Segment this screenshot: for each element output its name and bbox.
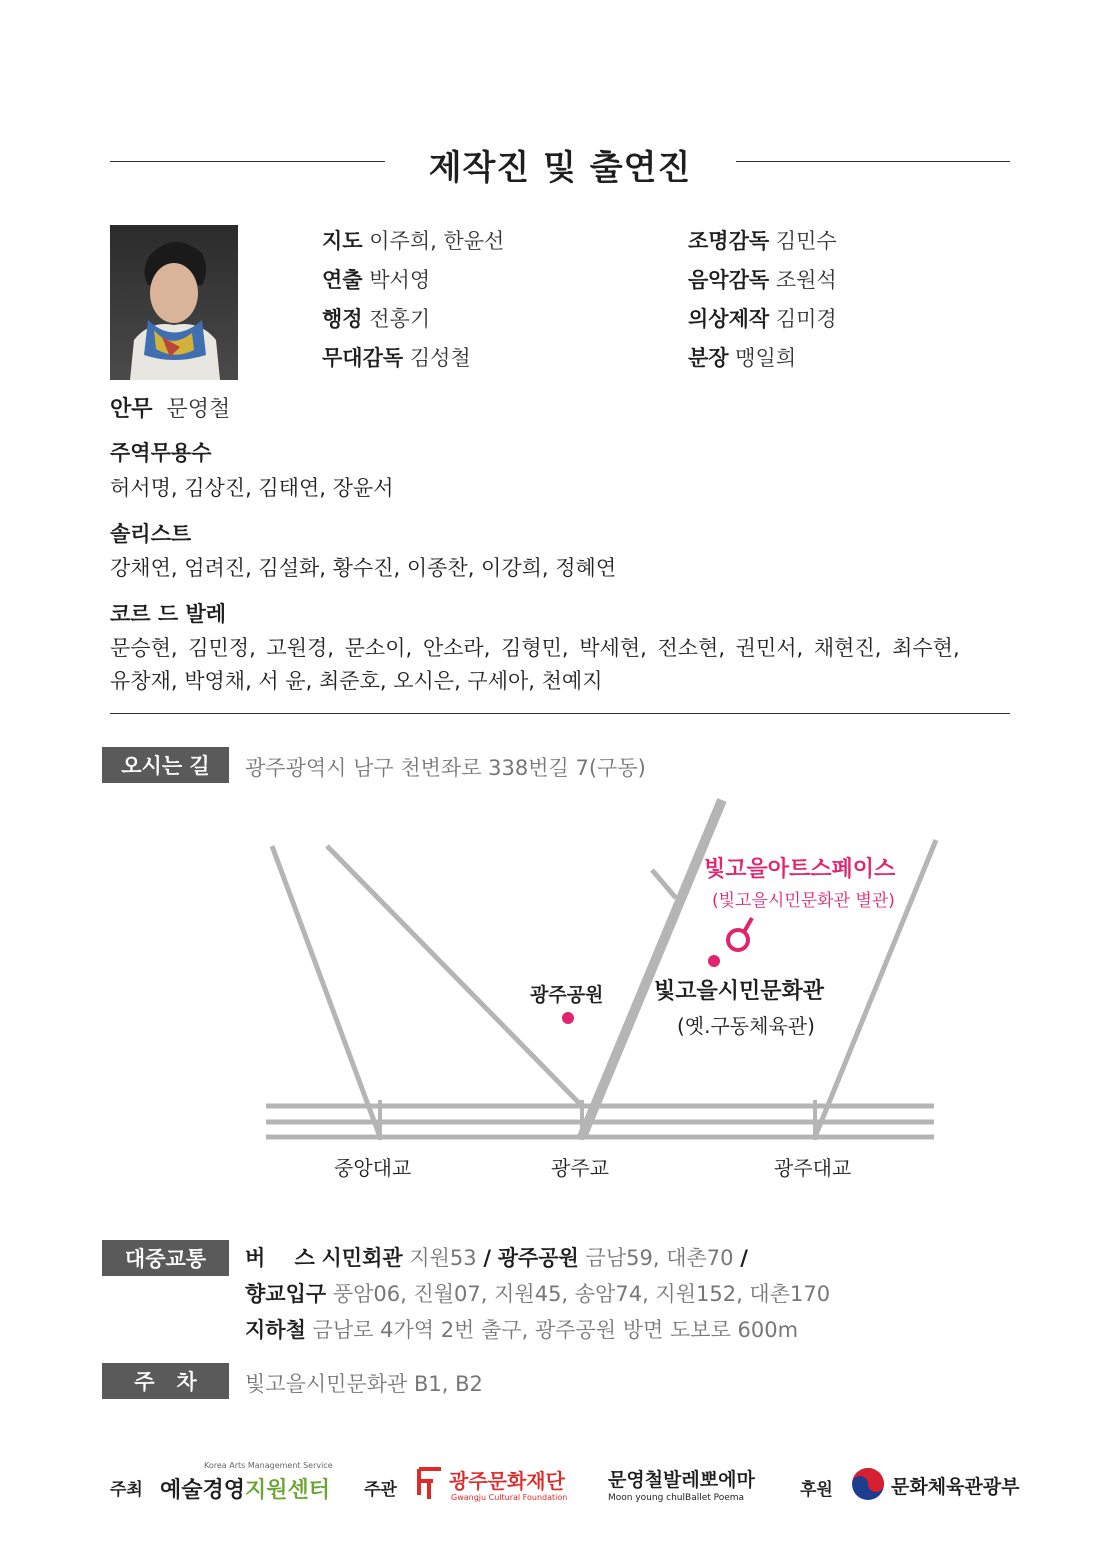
organizer-name: 광주문화재단 (449, 1469, 565, 1493)
section-divider (110, 713, 1010, 714)
organizer-mark-icon (415, 1465, 445, 1501)
bus-stop-3: 향교입구 (245, 1282, 327, 1306)
map-bridge-1: 중앙대교 (334, 1156, 412, 1180)
corps-title: 코르 드 발레 (110, 602, 227, 626)
staff-left-3 (322, 303, 430, 333)
staff-name: 김미경 (775, 307, 837, 331)
page-title: 제작진 및 출연진 (428, 148, 692, 188)
staff-name: 맹일희 (735, 346, 797, 370)
host-logo-part-b: 지원센터 (245, 1478, 331, 1503)
bus-stop-1: 시민회관 (321, 1246, 403, 1270)
park-marker (562, 1012, 574, 1024)
corps-names-line2: 유창재, 박영채, 서 윤, 최준호, 오시은, 구세아, 천예지 (110, 669, 603, 693)
transit-bus-line (245, 1242, 748, 1272)
principals-title: 주역무용수 (110, 441, 212, 465)
transit-bus-line-2 (245, 1278, 830, 1308)
map-bridge-3: 광주대교 (774, 1156, 852, 1180)
staff-right-2 (688, 264, 837, 294)
host-logo-text (160, 1473, 330, 1504)
company-name: 문영철발레뽀에마 (608, 1469, 755, 1491)
footer-logos (0, 1445, 1120, 1525)
staff-right-4 (688, 342, 796, 372)
sponsor-label: 후원 (800, 1480, 833, 1500)
bus-stop-2: 광주공원 (497, 1246, 579, 1270)
map-venue-name: 빛고을아트스페이스 (704, 857, 896, 882)
choreographer-name: 문영철 (166, 397, 231, 422)
staff-left-2 (322, 264, 430, 294)
parking-label: 주 차 (102, 1363, 229, 1399)
sponsor-name: 문화체육관광부 (891, 1476, 1020, 1498)
hall-marker (708, 955, 720, 967)
choreographer-photo (110, 225, 238, 380)
staff-name: 김민수 (775, 229, 837, 253)
subway-text: 금남로 4가역 2번 출구, 광주공원 방면 도보로 600m (312, 1318, 799, 1342)
staff-name: 조원석 (775, 268, 837, 292)
organizer-label: 주관 (364, 1480, 397, 1500)
map-bridge-2: 광주교 (551, 1156, 609, 1180)
organizer-logo (415, 1463, 575, 1513)
parking-text: 빛고을시민문화관 B1, B2 (245, 1372, 483, 1396)
separator-1: / (483, 1246, 492, 1270)
staff-role: 조명감독 (688, 229, 770, 253)
bus-routes-2: 금남59, 대촌70 (585, 1246, 734, 1270)
host-label: 주최 (110, 1480, 143, 1500)
venue-marker (728, 930, 748, 950)
directions-label: 오시는 길 (102, 747, 229, 783)
staff-role: 무대감독 (322, 346, 404, 370)
map-hall-name: 빛고을시민문화관 (654, 979, 825, 1004)
host-logo-part-a: 예술경영 (160, 1478, 246, 1503)
map-venue-sub: (빛고을시민문화관 별관) (712, 891, 895, 911)
soloists-names: 강채연, 엄려진, 김설화, 황수진, 이종찬, 이강희, 정혜연 (110, 556, 617, 580)
bus-routes-3: 풍암06, 진월07, 지원45, 송암74, 지원152, 대촌170 (332, 1282, 831, 1306)
staff-right-1 (688, 225, 837, 255)
bus-routes-1: 지원53 (409, 1246, 477, 1270)
bus-label: 버 스 (245, 1246, 315, 1270)
staff-name: 김성철 (409, 346, 471, 370)
host-logo (160, 1455, 333, 1510)
taegeuk-icon (851, 1467, 885, 1501)
soloists-title: 솔리스트 (110, 522, 192, 546)
staff-role: 행정 (322, 307, 363, 331)
staff-name: 박서영 (369, 268, 431, 292)
staff-name: 이주희, 한윤선 (369, 229, 505, 253)
directions-address: 광주광역시 남구 천변좌로 338번길 7(구동) (245, 756, 646, 780)
map-hall-sub: (옛.구동체육관) (677, 1014, 815, 1038)
host-logo-sub: Korea Arts Management Service (204, 1461, 333, 1470)
separator-2: / (740, 1246, 748, 1270)
transit-subway-line (245, 1314, 798, 1344)
staff-right-3 (688, 303, 837, 333)
organizer-sub: Gwangju Cultural Foundation (451, 1493, 568, 1502)
subway-label: 지하철 (245, 1318, 306, 1342)
staff-role: 연출 (322, 268, 363, 292)
staff-role: 분장 (688, 346, 729, 370)
corps-names-line1: 문승현, 김민정, 고원경, 문소이, 안소라, 김형민, 박세현, 전소현, 권민서, 채현진, 최수현, (110, 636, 960, 660)
staff-name: 전홍기 (369, 307, 431, 331)
map-park-label: 광주공원 (530, 984, 604, 1006)
staff-role: 음악감독 (688, 268, 770, 292)
principals-names: 허서명, 김상진, 김태연, 장윤서 (110, 476, 394, 500)
staff-left-1 (322, 225, 504, 255)
choreographer-credit (110, 392, 230, 423)
staff-left-4 (322, 342, 471, 372)
staff-role: 의상제작 (688, 307, 770, 331)
staff-role: 지도 (322, 229, 363, 253)
heading-rule-right (736, 161, 1010, 162)
company-sub: Moon young chulBallet Poema (608, 1493, 745, 1503)
transit-label: 대중교통 (102, 1240, 229, 1276)
choreographer-role: 안무 (110, 397, 153, 422)
